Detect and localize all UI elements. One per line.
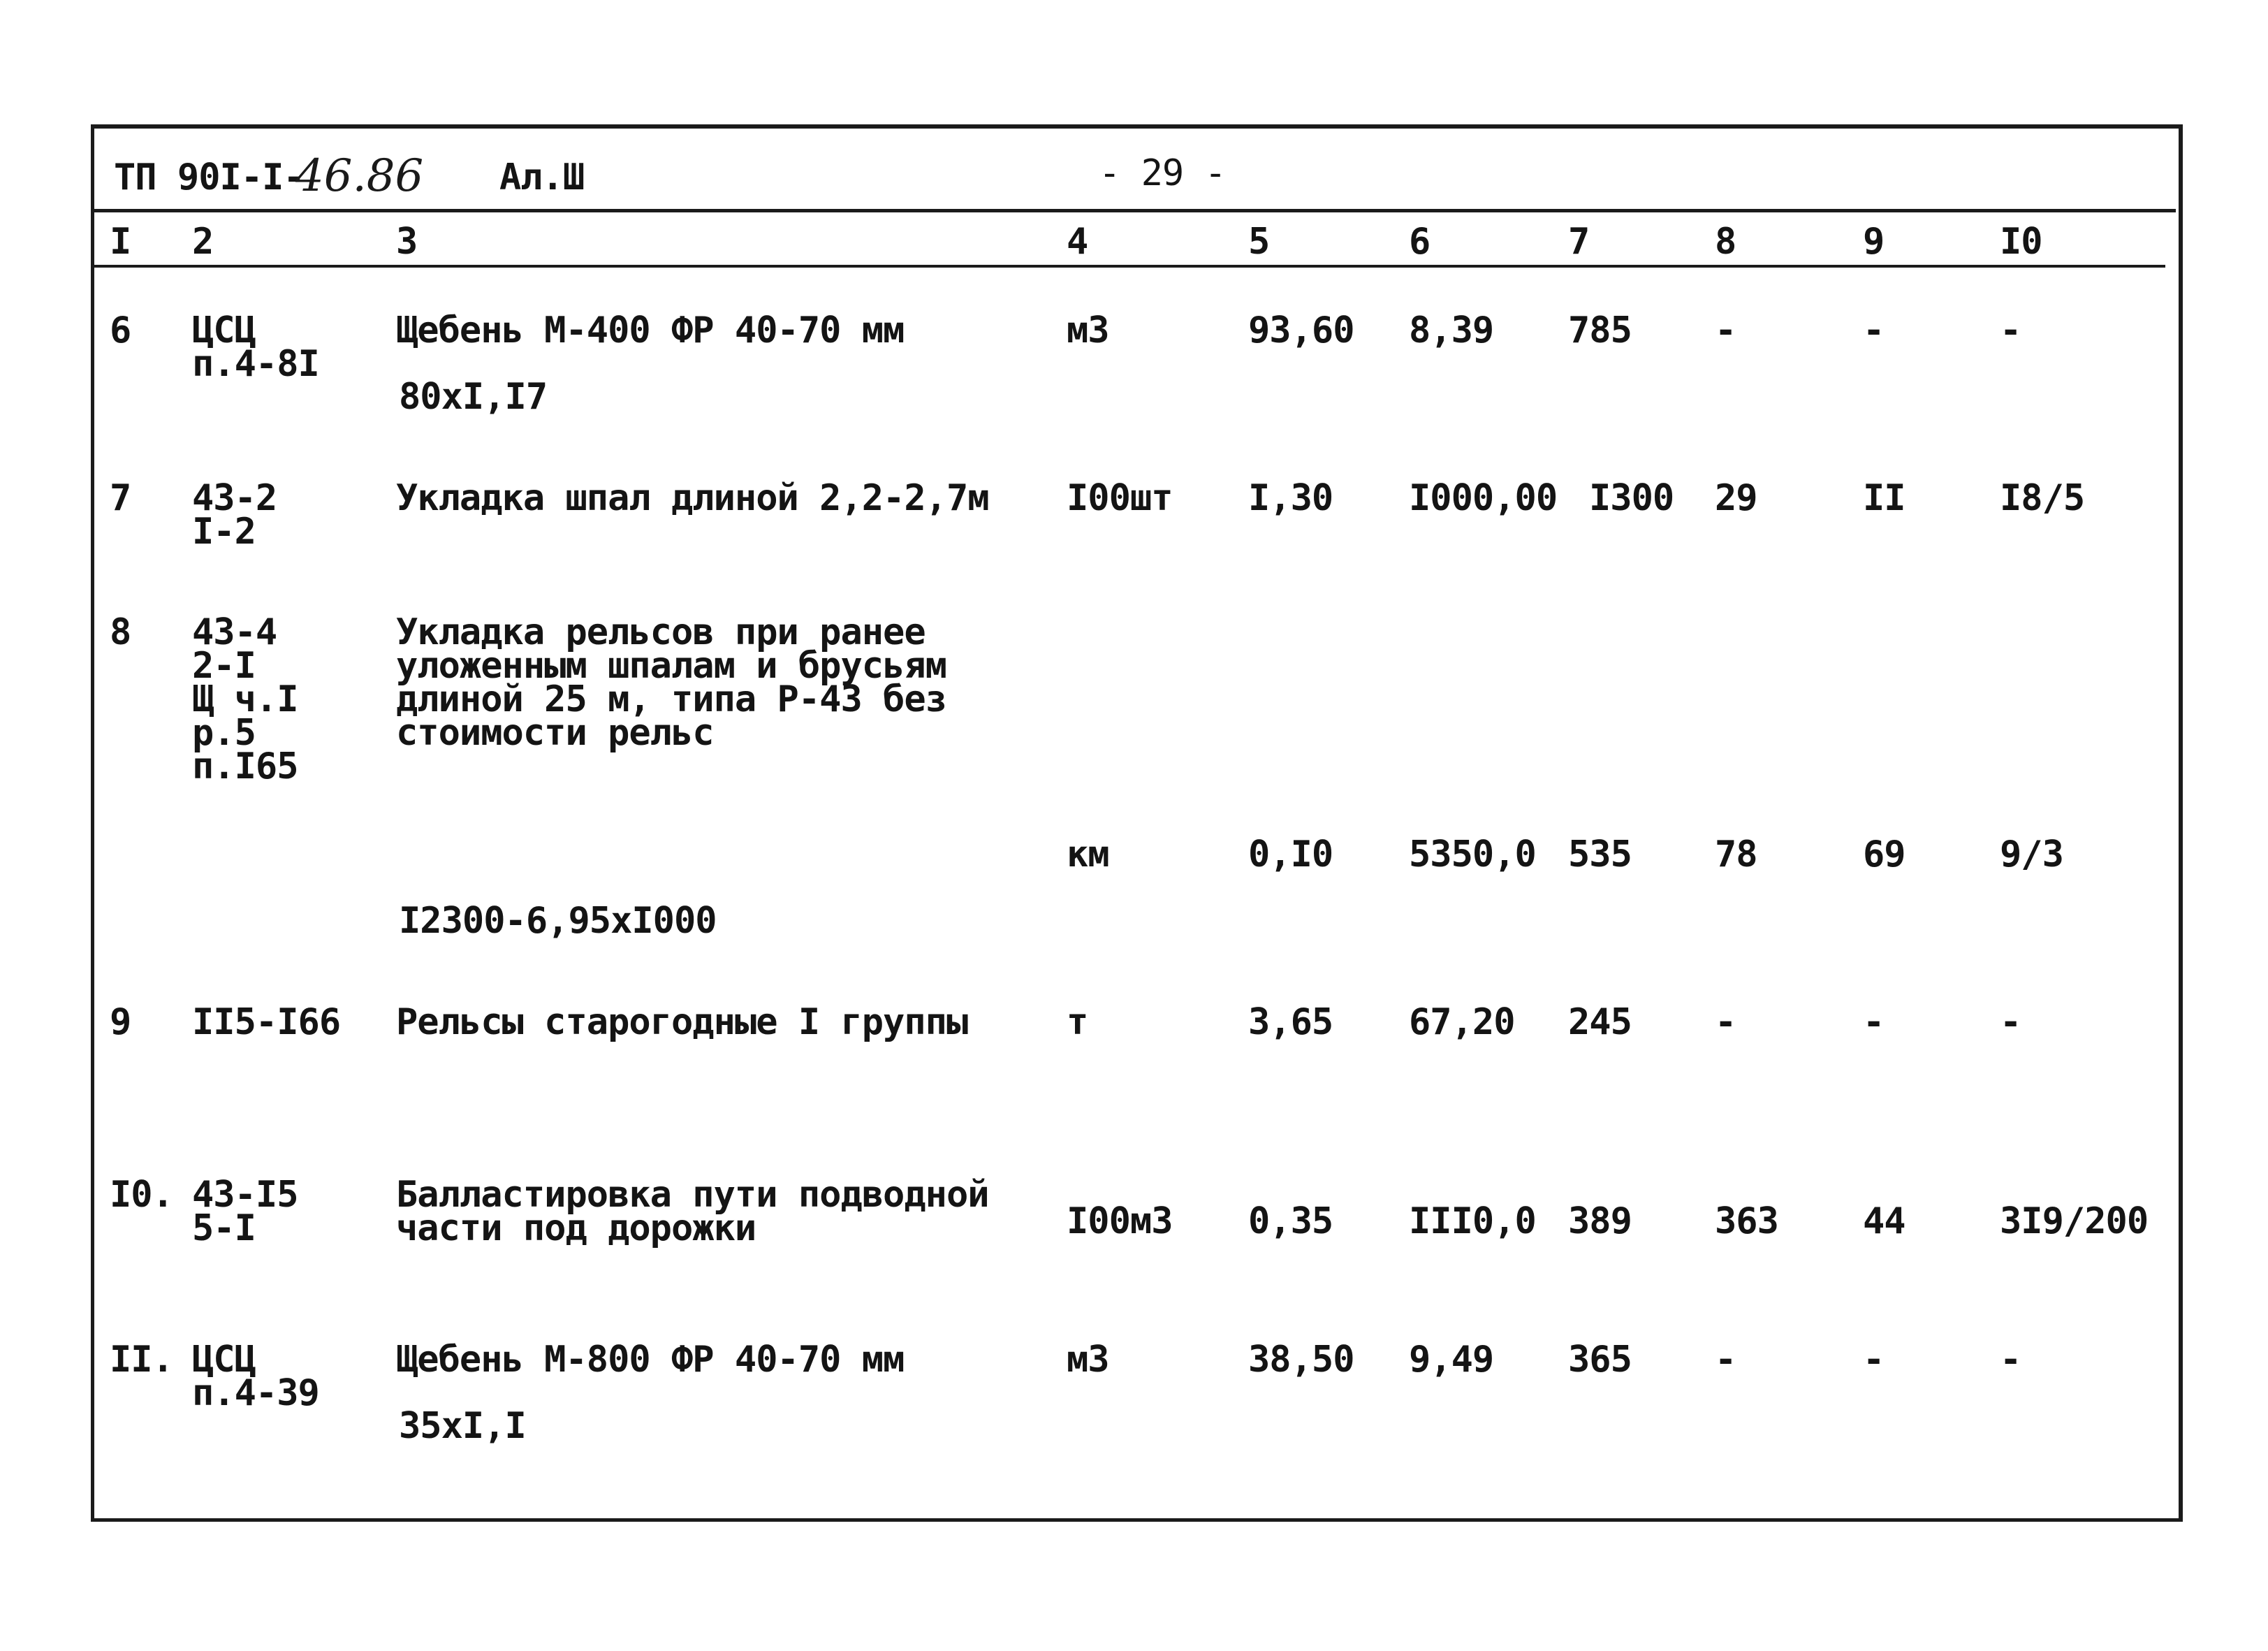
- row-price: 9,49: [1409, 1339, 1494, 1381]
- row-name: Рельсы старогодные I группы: [396, 1001, 968, 1043]
- row-calc: 80xI,I7: [399, 376, 548, 418]
- row-name: Щебень М-800 ФР 40-70 мм: [396, 1339, 905, 1381]
- row-col10: I8/5: [2000, 477, 2085, 519]
- document-sheet: [91, 124, 2183, 1522]
- row-col10: -: [2000, 1001, 2021, 1043]
- row-col8: -: [1715, 1339, 1736, 1381]
- row-col9: -: [1863, 1339, 1885, 1381]
- col-header-2: 2: [192, 221, 214, 263]
- row-unit: I00шт: [1067, 477, 1173, 519]
- row-number: I0.: [110, 1174, 173, 1216]
- row-total: 535: [1568, 834, 1632, 875]
- row-price: 8,39: [1409, 310, 1494, 351]
- row-calc: 35xI,I: [399, 1405, 526, 1447]
- doc-code-prefix: ТП 90I-I-: [114, 157, 305, 198]
- row-col8: 29: [1715, 477, 1757, 519]
- row-col8: -: [1715, 310, 1736, 351]
- row-name: Балластировка пути подводной части под дорожки: [396, 1174, 989, 1249]
- col-header-4: 4: [1067, 221, 1088, 263]
- row-col10: 3I9/200: [2000, 1200, 2149, 1242]
- row-col9: 69: [1863, 834, 1905, 875]
- col-header-3: 3: [396, 221, 418, 263]
- row-col8: 78: [1715, 834, 1757, 875]
- row-code: ЦСЦ п.4-8I: [192, 310, 319, 385]
- row-qty: 38,50: [1248, 1339, 1354, 1381]
- row-qty: 0,I0: [1248, 834, 1333, 875]
- row-total: 389: [1568, 1200, 1632, 1242]
- row-qty: 3,65: [1248, 1001, 1333, 1043]
- row-price: 5350,0: [1409, 834, 1536, 875]
- row-col8: 363: [1715, 1200, 1778, 1242]
- row-unit: т: [1067, 1001, 1088, 1043]
- row-unit: м3: [1067, 310, 1109, 351]
- row-name: Щебень М-400 ФР 40-70 мм: [396, 310, 905, 351]
- row-number: 6: [110, 310, 131, 351]
- row-col10: 9/3: [2000, 834, 2063, 875]
- col-header-8: 8: [1715, 221, 1736, 263]
- header-rule: [94, 209, 2176, 212]
- row-code: 43-I5 5-I: [192, 1174, 298, 1249]
- row-number: 7: [110, 477, 131, 519]
- column-header-rule: [94, 265, 2165, 268]
- col-header-6: 6: [1409, 221, 1431, 263]
- page-number: - 29 -: [1099, 152, 1226, 194]
- row-calc: I2300-6,95xI000: [399, 900, 717, 942]
- row-total: 365: [1568, 1339, 1632, 1381]
- row-qty: 93,60: [1248, 310, 1354, 351]
- col-header-10: I0: [2000, 221, 2042, 263]
- row-number: II.: [110, 1339, 173, 1381]
- row-total: I300: [1589, 477, 1674, 519]
- row-code: 43-2 I-2: [192, 477, 277, 553]
- col-header-7: 7: [1568, 221, 1590, 263]
- row-price: I000,00: [1409, 477, 1558, 519]
- row-number: 9: [110, 1001, 131, 1043]
- row-code: II5-I66: [192, 1001, 341, 1043]
- row-code: ЦСЦ п.4-39: [192, 1339, 319, 1414]
- row-number: 8: [110, 611, 131, 653]
- row-unit: м3: [1067, 1339, 1109, 1381]
- row-qty: 0,35: [1248, 1200, 1333, 1242]
- col-header-5: 5: [1248, 221, 1270, 263]
- row-col9: -: [1863, 310, 1885, 351]
- doc-code-handwritten: 46.86: [295, 150, 424, 202]
- row-name: Укладка шпал длиной 2,2-2,7м: [396, 477, 989, 519]
- row-col8: -: [1715, 1001, 1736, 1043]
- row-total: 245: [1568, 1001, 1632, 1043]
- row-unit: км: [1067, 834, 1109, 875]
- row-price: III0,0: [1409, 1200, 1536, 1242]
- row-price: 67,20: [1409, 1001, 1515, 1043]
- row-col9: -: [1863, 1001, 1885, 1043]
- col-header-1: I: [110, 221, 131, 263]
- row-col9: 44: [1863, 1200, 1905, 1242]
- row-col9: II: [1863, 477, 1905, 519]
- row-col10: -: [2000, 1339, 2021, 1381]
- row-unit: I00м3: [1067, 1200, 1173, 1242]
- row-col10: -: [2000, 310, 2021, 351]
- album-label: Ал.Ш: [499, 157, 585, 198]
- row-name: Укладка рельсов при ранее уложенным шпалам и брусьям длиной 25 м, типа Р-43 без стоимости рельс: [396, 611, 946, 754]
- row-qty: I,30: [1248, 477, 1333, 519]
- row-code: 43-4 2-I Щ ч.I р.5 п.I65: [192, 611, 298, 787]
- col-header-9: 9: [1863, 221, 1885, 263]
- row-total: 785: [1568, 310, 1632, 351]
